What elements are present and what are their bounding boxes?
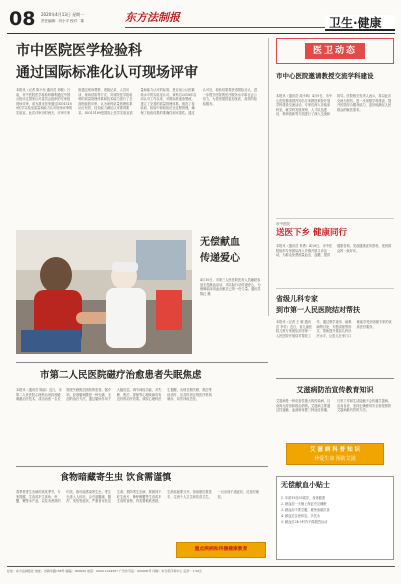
aids-banner-text-2: 珍爱生命 预防艾滋 xyxy=(314,456,356,462)
date-line: 2020年4月13日 星期一 xyxy=(41,12,85,17)
editor-line: 责任编辑：冯小平 校对：陈 xyxy=(41,19,85,23)
lead-headline-2: 通过国际标准化认可现场评审 xyxy=(16,65,198,81)
paper-name: 东方法制报 xyxy=(125,11,180,24)
food-story-headline: 食物暗藏寄生虫 饮食需谨慎 xyxy=(60,473,172,483)
side-story-1-body xyxy=(276,94,394,212)
food-banner-text: 重点疾病和传播健康教育 xyxy=(194,547,248,552)
food-story-text: 春季是寄生虫病的高发季节，专家提醒，生食或半生食鱼、虾、蟹、螺等水产品，以及未煮熟的肉类，都可能感染寄生虫。寄生虫进入人体后，会引起腹痛、腹泻、发热等症状，严重者可危及生命。预防寄生虫病，要做到不吃生鱼片、醉虾醉蟹等生食或半生食的食物，肉类要彻底煮熟，生熟砧板要分开，饭前便后要洗手，注意个人卫生和饮食卫生。一旦出现不适症状，应及时就医。 xyxy=(16,490,259,504)
photo-caption-title-2: 传递爱心 xyxy=(200,253,240,264)
masthead-bottom-rule xyxy=(7,33,395,34)
photo-caption-title-1: 无偿献血 xyxy=(200,237,240,248)
tips-item: 5. 献血后24小时内不做剧烈运动 xyxy=(281,520,328,524)
blood-donation-photo xyxy=(16,230,192,354)
tips-list xyxy=(281,495,391,525)
side-story-2-label: 市中医院 xyxy=(276,222,290,226)
aids-box-headline: 艾滋病防治宣传教育知识 xyxy=(296,385,374,394)
tips-item: 2. 献血前一天晚上保证充足睡眠 xyxy=(281,502,327,506)
side-story-2-text: 本报讯（通讯员 肖勇）4月8日，市中医院组织专家团队深入乡镇开展义诊活动，为群众免费测量血压、血糖，提供健康咨询，发放健康宣传资料，受到群众的一致好评。 xyxy=(276,244,392,258)
footer-rule xyxy=(7,566,395,567)
side-story-3-text: 本报讯（记者 王 敏 通讯员 李芳）近日，省儿童医院儿科专家团队到市第一人民医院开展结对帮扶工作，通过教学查房、疑难病例讨论、专题讲座等形式，帮助提升基层儿科诊疗水平，让患儿在家门口就能享受到省级专家的优质医疗服务。 xyxy=(276,320,392,338)
sidebar-divider-2 xyxy=(276,288,394,289)
section-title: 卫生·健康 xyxy=(329,16,382,30)
lead-body-text: 本报讯（记者 陈小东 通讯员 刘敏）日前，市中医院医学检验科顺利通过中国合格评定国家认可委员会组织的专家组现场评审，成为我市首家通过ISO15189医学实验室质量和能力认可现场评审的实验室。此次评审历时两天，评审专家组通过现场观察、查阅记录、人员访谈、现场试验等方式，对该院医学检验科的质量管理体系和技术能力进行了全面细致的评审，认为该科质量管理体系运行有效，技术能力满足认可准则要求。ISO15189是国际上医学实验室质量和能力认可的标准，是目前公认的最高水平的实验室认可。该科自2018年启动认可工作以来，对照标准逐条整改，建立了完善的质量管理体系，规范了检验前、检验中和检验后全过程管理，确保了检验结果的准确性和可靠性。通过认可后，检验结果将获得国际互认，进一步提升医院的医疗服务水平和社会公信力，为患者提供更加优质、高效的检验服务。 xyxy=(16,88,257,115)
footer-text: 社址：东方法制报社 地址：市新华路188号 邮编：000000 电话：0000-1234567 广告许可证：000000号 印刷：市日报印务中心 定价：1.50元 xyxy=(7,569,203,573)
aids-banner xyxy=(286,443,384,465)
food-story-body xyxy=(16,490,264,550)
tips-item: 3. 献血前不要空腹，避免油腻饮食 xyxy=(281,508,330,512)
second-story-text: 本报讯（通讯员 陈丽）近日，市第二人民医院心理科运用经颅磁刺激治疗技术，成功治愈一名长期受失眠焦虑困扰的患者。据介绍，经颅磁刺激是一种无痛、无创的治疗方法，通过磁场作用于大脑皮层，调节神经功能，对失眠、焦虑、抑郁等心理疾病具有良好的治疗效果。该院心理科医生提醒，出现长期失眠、焦虑等症状时，应及时到正规医疗机构就诊，切勿讳疾忌医。 xyxy=(16,388,212,402)
column-divider xyxy=(268,38,269,316)
lead-headline-1: 市中医院医学检验科 xyxy=(16,43,142,59)
tips-item: 1. 年龄18至55周岁，身体健康 xyxy=(281,496,326,500)
tips-box-headline: 无偿献血小贴士 xyxy=(281,480,330,489)
section-rule-1 xyxy=(16,362,268,363)
side-story-2-headline: 送医下乡 健康同行 xyxy=(276,228,347,238)
tips-item: 4. 献血后注意休息，多饮水 xyxy=(281,514,321,518)
photo-illustration xyxy=(16,230,192,354)
section-title-tab xyxy=(325,15,395,31)
side-story-1-text: 本报讯（通讯员 周小鸣）4月9日，市中心医院邀请国内知名专家教授来院开展学科建设交流活动，专家们深入各临床科室，就学科发展规划、人才队伍建设、科研创新等方面进行了深入交流和指导。医院相关负责人表示，将以此次交流为契机，进一步加强学科建设，提升医院综合服务能力，更好地满足人民群众的就医需求。 xyxy=(276,94,392,117)
sidebar-label: 医卫动态 xyxy=(312,46,357,56)
side-story-3-headline-1: 省级儿科专家 xyxy=(276,294,318,303)
aids-box xyxy=(276,378,394,470)
side-story-2-body xyxy=(276,244,394,278)
photo-caption: 4月10日，市第三人民医院医务人员踊跃参加无偿献血活动，用实际行动传递爱心，为保障临床用血贡献自己的一份力量。通讯员 陈红 摄 xyxy=(200,278,261,296)
section-rule-2 xyxy=(16,466,268,467)
side-story-1-headline: 市中心医院邀请教授交流学科建设 xyxy=(276,72,374,80)
side-story-3-headline-2: 到市第一人民医院结对帮扶 xyxy=(276,305,360,314)
second-story-body xyxy=(16,388,264,462)
aids-box-text: 艾滋病是一种危害性极大的传染病，目前尚无疫苗和根治药物。艾滋病主要通过性接触、血液和母婴三种途径传播，日常工作和生活接触不会传播艾滋病。洁身自爱、坚持正确使用安全套是预防艾滋病最有效的方法。 xyxy=(276,399,392,413)
second-story-headline: 市第二人民医院磁疗治愈患者失眠焦虑 xyxy=(40,370,202,381)
side-story-3-body xyxy=(276,320,394,372)
tips-box xyxy=(276,476,394,560)
sidebar-divider-1 xyxy=(276,218,394,219)
sidebar-label-frame xyxy=(276,38,394,64)
lead-body xyxy=(16,88,260,223)
aids-box-body xyxy=(276,399,394,441)
food-banner xyxy=(176,542,266,558)
aids-banner-text-1: 艾 滋 病 科 普 知 识 xyxy=(310,447,360,453)
masthead-rule xyxy=(125,27,335,28)
page-number: 08 xyxy=(9,8,36,30)
masthead xyxy=(7,8,395,32)
